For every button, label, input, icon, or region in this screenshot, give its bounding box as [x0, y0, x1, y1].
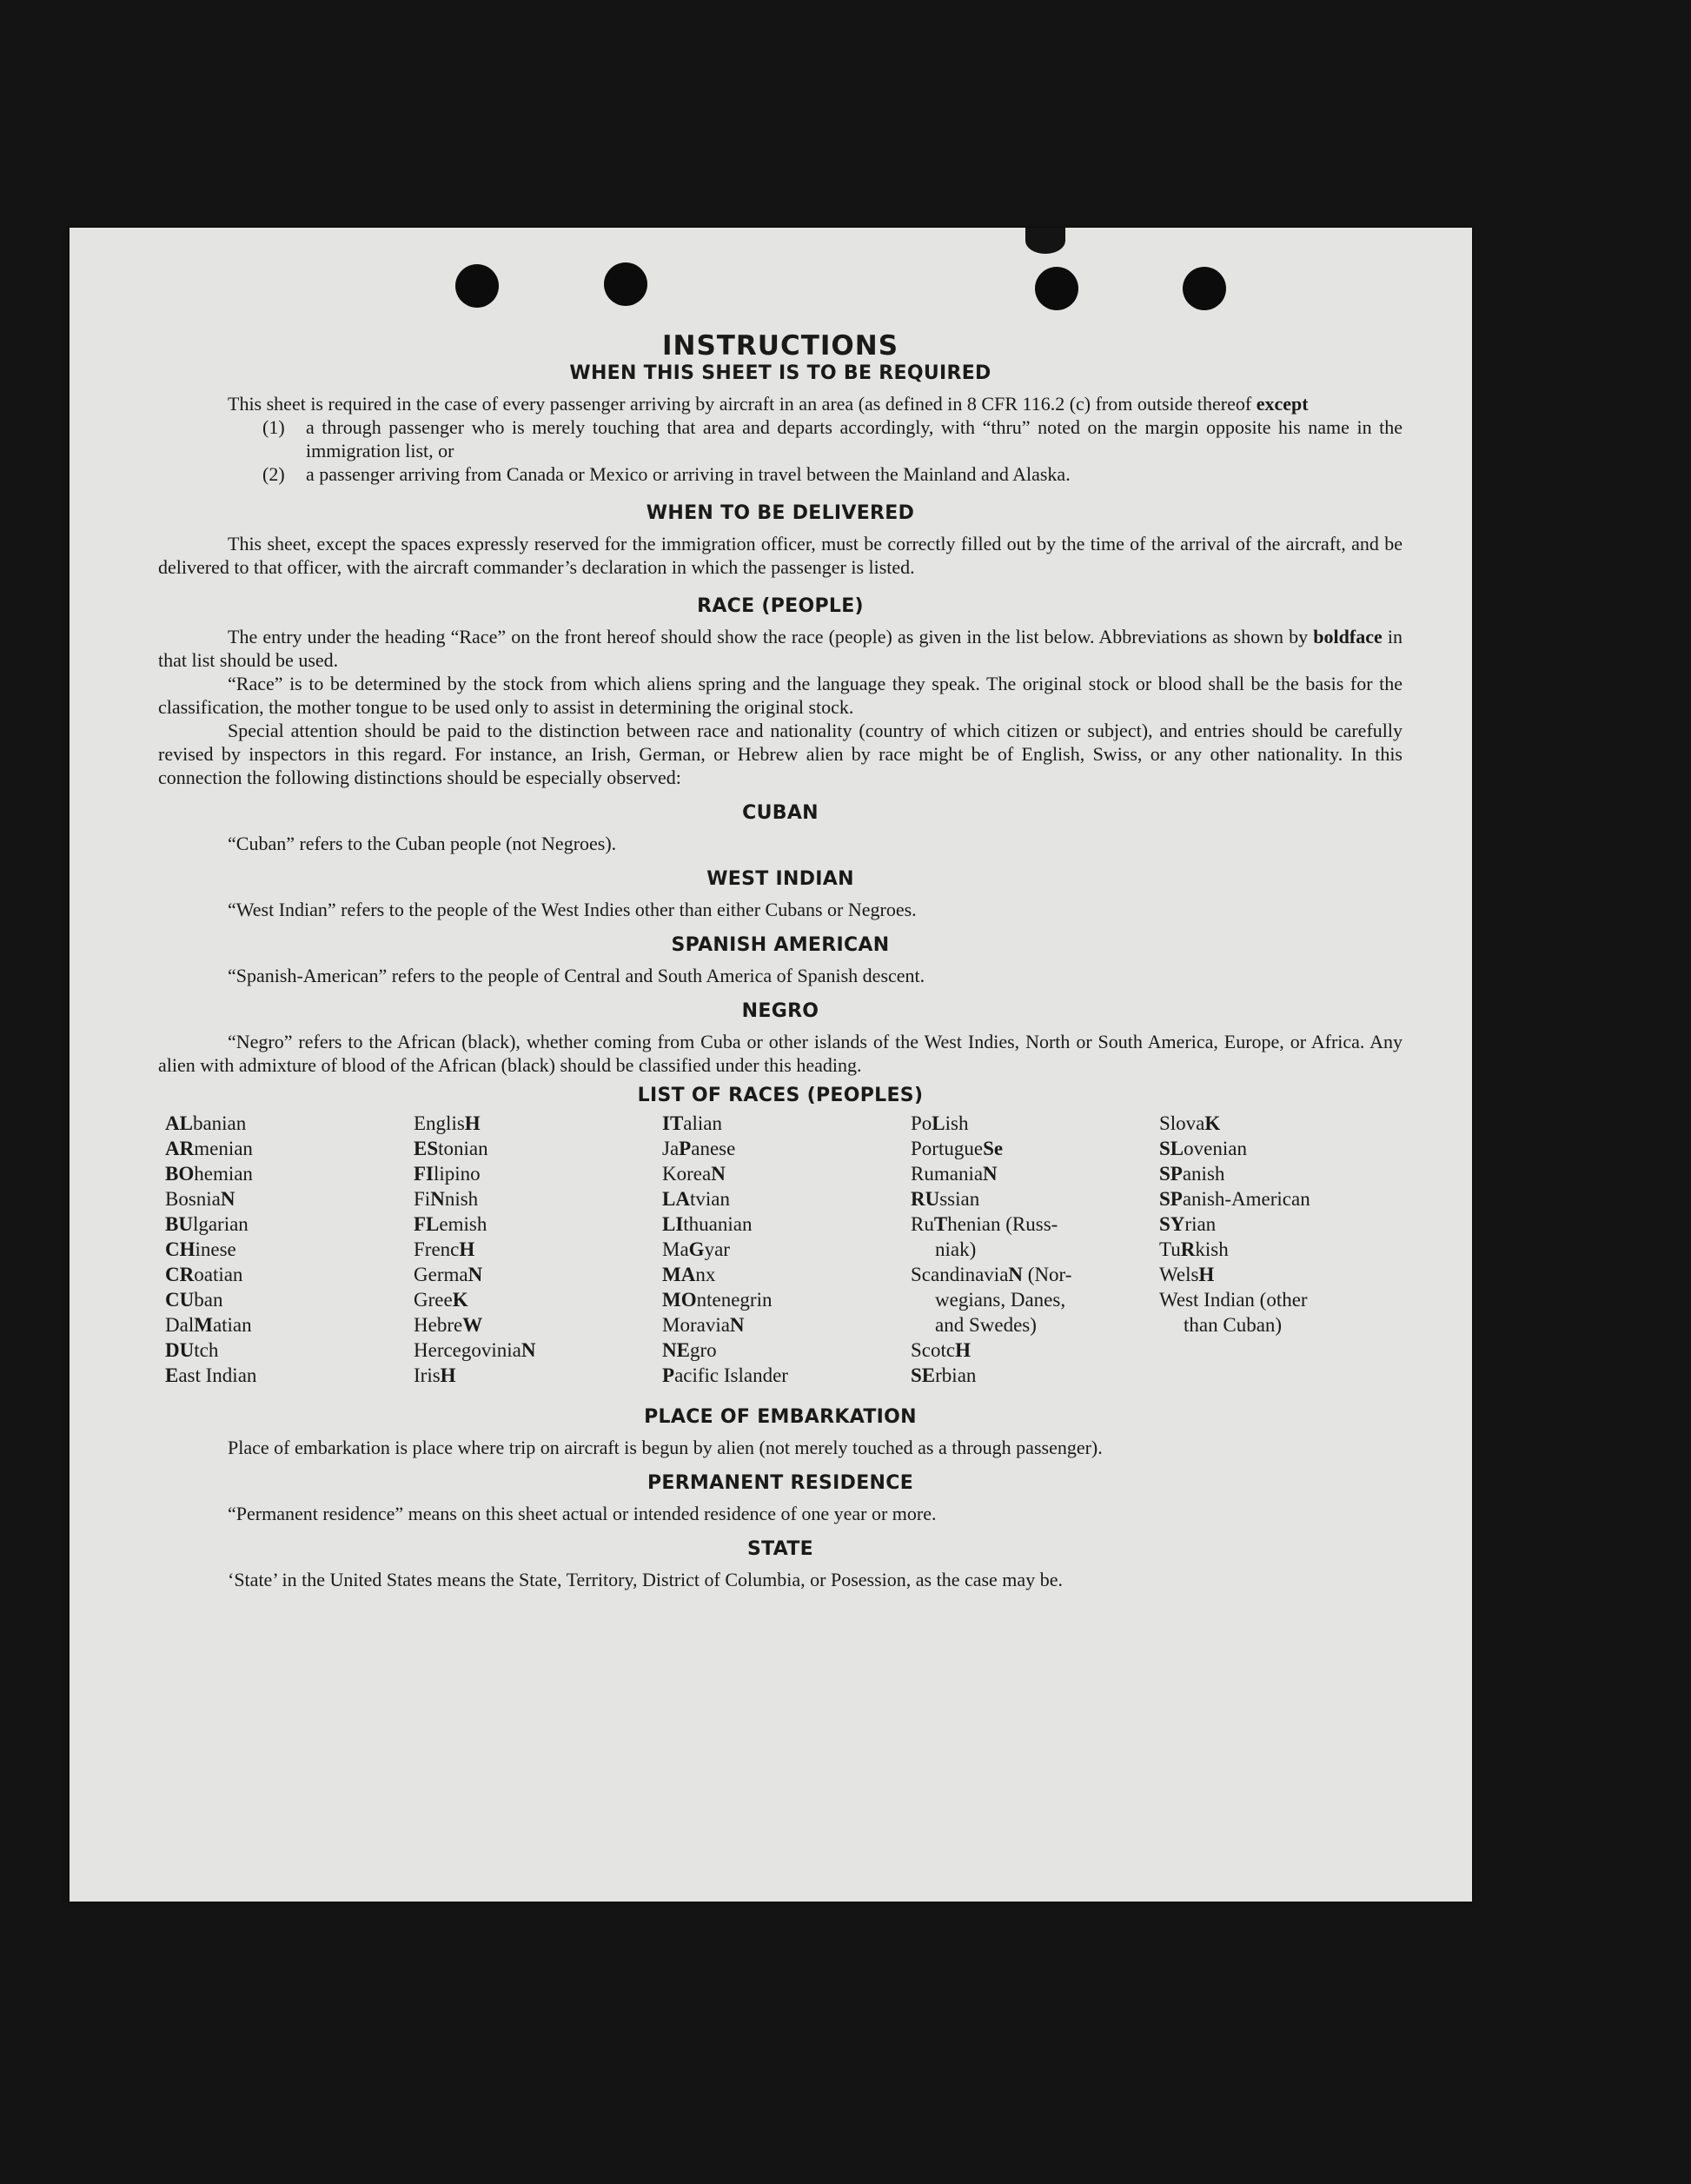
race-item — [1159, 1262, 1408, 1287]
race-item — [662, 1211, 911, 1237]
race-name-part: Bosnia — [165, 1188, 221, 1210]
race-paragraph-1 — [158, 625, 1403, 672]
race-name-part: SP — [1159, 1163, 1183, 1185]
race-name-part: acific Islander — [674, 1364, 788, 1386]
race-item — [911, 1211, 1159, 1262]
race-item — [165, 1338, 414, 1363]
heading-embarkation: PLACE OF EMBARKATION — [644, 1406, 917, 1428]
race-name-part: tch — [194, 1339, 219, 1361]
race-item — [165, 1363, 414, 1388]
race-name-part: M — [194, 1314, 213, 1336]
race-item — [662, 1287, 911, 1312]
race-name-part: P — [662, 1364, 675, 1386]
heading-negro: NEGRO — [741, 1000, 819, 1022]
race-name-continuation: wegians, Danes, — [935, 1289, 1066, 1311]
race-item — [414, 1262, 662, 1287]
race-name-part: anese — [691, 1138, 736, 1159]
race-item — [165, 1287, 414, 1312]
race-item — [414, 1338, 662, 1363]
race-name-part: N — [430, 1188, 445, 1210]
race-item — [911, 1161, 1159, 1186]
race-name-part: (Nor- — [1023, 1264, 1072, 1285]
race-item — [165, 1161, 414, 1186]
race-name-part: Germa — [414, 1264, 468, 1285]
race-name-part: DU — [165, 1339, 195, 1361]
race-name-part: Frenc — [414, 1238, 460, 1260]
race-name-part: alian — [683, 1112, 722, 1134]
race-name-part: K — [1204, 1112, 1221, 1134]
race-name-part: Gree — [414, 1289, 453, 1311]
exception-text: a through passenger who is merely touching that area and departs accordingly, with “thru” noted on the margin opposite his name in the immigration list, or — [306, 416, 1403, 461]
race-name-part: Portugue — [911, 1138, 984, 1159]
instructions-content — [158, 330, 1403, 1591]
race-name-part: Po — [911, 1112, 932, 1134]
race-name-part: thuanian — [683, 1213, 753, 1235]
race-item — [165, 1136, 414, 1161]
race-name-part: atian — [212, 1314, 252, 1336]
race-name-part: H — [459, 1238, 475, 1260]
race-name-continuation: than Cuban) — [1184, 1314, 1283, 1336]
race-name-part: yar — [704, 1238, 730, 1260]
exception-number: (1) — [262, 416, 285, 438]
race-name-part: Hercegovinia — [414, 1339, 521, 1361]
race-name-part: inese — [195, 1238, 236, 1260]
race-name-part: SL — [1159, 1138, 1184, 1159]
race-p1-tail: in that list should be used. — [158, 626, 1403, 671]
race-name-part: H — [464, 1112, 481, 1134]
race-item — [662, 1186, 911, 1211]
intro-bold-except: except — [1256, 393, 1309, 415]
race-item — [1159, 1287, 1408, 1338]
race-name-part: IT — [662, 1112, 684, 1134]
race-name-part: N — [711, 1163, 726, 1185]
exception-text: a passenger arriving from Canada or Mexico or arriving in travel between the Mainland and Alaska. — [306, 463, 1071, 485]
race-name-part: oatian — [194, 1264, 243, 1285]
race-name-part: Scandinavia — [911, 1264, 1009, 1285]
race-name-part: CH — [165, 1238, 196, 1260]
race-name-part: LI — [662, 1213, 684, 1235]
race-name-part: Hebre — [414, 1314, 463, 1336]
race-name-part: H — [1198, 1264, 1215, 1285]
race-name-part: N — [983, 1163, 998, 1185]
race-name-part: ntenegrin — [696, 1289, 773, 1311]
race-name-continuation: and Swedes) — [935, 1314, 1037, 1336]
race-paragraph-2: “Race” is to be determined by the stock from which aliens spring and the language they speak. The original stock or blood shall be the basis for the classification, the mother tongue to be used only to assist in determining the original stock. — [158, 673, 1403, 718]
race-name-part: rbian — [935, 1364, 977, 1386]
race-item — [165, 1111, 414, 1136]
race-name-part: T — [933, 1213, 948, 1235]
race-name-part: Fi — [414, 1188, 431, 1210]
race-name-part: menian — [194, 1138, 253, 1159]
race-name-part: Wels — [1159, 1264, 1199, 1285]
race-name-part: lgarian — [192, 1213, 249, 1235]
race-name-part: R — [1180, 1238, 1196, 1260]
race-name-part: emish — [439, 1213, 487, 1235]
race-item — [662, 1237, 911, 1262]
race-name-part: Dal — [165, 1314, 195, 1336]
embarkation-text: Place of embarkation is place where trip on aircraft is begun by alien (not merely touched as a through passenger). — [228, 1437, 1103, 1458]
race-name-part: Moravia — [662, 1314, 730, 1336]
race-name-part: Englis — [414, 1112, 465, 1134]
race-item — [414, 1136, 662, 1161]
race-name-part: MA — [662, 1264, 696, 1285]
race-p1-text: The entry under the heading “Race” on the front hereof should show the race (people) as given in the list below. Abbreviations as shown by — [228, 626, 1314, 647]
race-name-part: W — [462, 1314, 483, 1336]
race-name-part: SE — [911, 1364, 936, 1386]
race-name-part: tonian — [438, 1138, 488, 1159]
race-name-part: Ma — [662, 1238, 689, 1260]
negro-text: “Negro” refers to the African (black), whether coming from Cuba or other islands of the West Indies, North or South America, Europe, or Africa. Any alien with admixture of blood of the African (black) should be classified under this heading. — [158, 1031, 1403, 1076]
race-item — [911, 1136, 1159, 1161]
race-name-part: ovenian — [1184, 1138, 1247, 1159]
race-name-part: NE — [662, 1339, 690, 1361]
page-title: INSTRUCTIONS — [661, 330, 899, 362]
west-indian-text: “West Indian” refers to the people of the West Indies other than either Cubans or Negroes. — [228, 899, 917, 920]
race-name-part: AL — [165, 1112, 193, 1134]
race-item — [165, 1262, 414, 1287]
race-item — [414, 1287, 662, 1312]
race-name-part: ast Indian — [178, 1364, 257, 1386]
race-item — [1159, 1211, 1408, 1237]
when-delivered-text: This sheet, except the spaces expressly reserved for the immigration officer, must be correctly filled out by the time of the arrival of the aircraft, and be delivered to that officer, with the aircraft commander’s declaration in which the passenger is listed. — [158, 533, 1403, 578]
race-name-part: ish — [945, 1112, 969, 1134]
race-name-part: henian (Russ- — [947, 1213, 1058, 1235]
race-name-part: Slova — [1159, 1112, 1205, 1134]
when-required-intro — [158, 392, 1403, 415]
race-name-part: West Indian (other — [1159, 1289, 1308, 1311]
race-name-part: N — [521, 1339, 536, 1361]
punch-hole-1 — [455, 264, 499, 308]
races-list — [165, 1111, 1403, 1388]
race-name-part: Iris — [414, 1364, 441, 1386]
race-name-part: G — [688, 1238, 705, 1260]
race-name-part: Tu — [1159, 1238, 1181, 1260]
race-name-part: ES — [414, 1138, 439, 1159]
exception-number: (2) — [262, 463, 285, 485]
race-item — [165, 1237, 414, 1262]
race-name-part: RU — [911, 1188, 940, 1210]
heading-when-required: WHEN THIS SHEET IS TO BE REQUIRED — [569, 362, 991, 384]
race-name-part: AR — [165, 1138, 195, 1159]
punch-hole-3 — [1035, 267, 1078, 310]
race-name-part: FI — [414, 1163, 434, 1185]
heading-when-delivered: WHEN TO BE DELIVERED — [646, 502, 915, 524]
race-item — [911, 1338, 1159, 1363]
race-name-part: lipino — [434, 1163, 481, 1185]
race-column — [911, 1111, 1159, 1388]
race-name-part: nx — [695, 1264, 716, 1285]
race-p1-bold: boldface — [1313, 626, 1383, 647]
race-name-part: Korea — [662, 1163, 712, 1185]
heading-spanish-american: SPANISH AMERICAN — [671, 934, 890, 956]
race-item — [911, 1363, 1159, 1388]
race-item — [414, 1161, 662, 1186]
race-name-part: L — [932, 1112, 945, 1134]
race-item — [662, 1111, 911, 1136]
heading-race: RACE (PEOPLE) — [697, 595, 864, 617]
race-name-part: anish — [1182, 1163, 1225, 1185]
race-name-part: BU — [165, 1213, 193, 1235]
race-name-part: Se — [983, 1138, 1004, 1159]
heading-cuban: CUBAN — [742, 802, 819, 824]
race-item — [414, 1312, 662, 1338]
race-name-part: ssian — [939, 1188, 980, 1210]
race-name-part: H — [440, 1364, 456, 1386]
race-name-part: Ru — [911, 1213, 934, 1235]
race-name-part: FL — [414, 1213, 440, 1235]
race-item — [662, 1312, 911, 1338]
race-item — [165, 1312, 414, 1338]
race-item — [1159, 1186, 1408, 1211]
punch-hole-2 — [604, 262, 647, 306]
race-item — [662, 1136, 911, 1161]
race-item — [1159, 1111, 1408, 1136]
race-name-part: CU — [165, 1289, 195, 1311]
race-column — [414, 1111, 662, 1388]
race-name-part: H — [955, 1339, 971, 1361]
race-column — [1159, 1111, 1408, 1388]
race-item — [414, 1237, 662, 1262]
race-item — [1159, 1161, 1408, 1186]
race-name-part: Rumania — [911, 1163, 984, 1185]
race-name-part: SP — [1159, 1188, 1183, 1210]
race-name-part: ban — [194, 1289, 223, 1311]
race-item — [911, 1186, 1159, 1211]
race-item — [662, 1363, 911, 1388]
race-name-continuation: niak) — [935, 1238, 977, 1260]
residence-text: “Permanent residence” means on this sheet actual or intended residence of one year or more. — [228, 1503, 937, 1524]
spanish-american-text: “Spanish-American” refers to the people of Central and South America of Spanish descent. — [228, 965, 925, 986]
heading-list-of-races: LIST OF RACES (PEOPLES) — [637, 1085, 924, 1106]
race-item — [165, 1211, 414, 1237]
race-name-part: BO — [165, 1163, 195, 1185]
race-name-part: CR — [165, 1264, 195, 1285]
heading-state: STATE — [747, 1538, 813, 1560]
race-name-part: N — [1008, 1264, 1024, 1285]
race-name-part: tvian — [689, 1188, 730, 1210]
race-item — [911, 1111, 1159, 1136]
race-name-part: K — [452, 1289, 468, 1311]
race-item — [414, 1186, 662, 1211]
race-name-part: nish — [444, 1188, 479, 1210]
race-item — [165, 1186, 414, 1211]
race-name-part: banian — [192, 1112, 247, 1134]
race-name-part: kish — [1195, 1238, 1229, 1260]
race-name-part: anish-American — [1182, 1188, 1310, 1210]
race-item — [662, 1262, 911, 1287]
intro-text: This sheet is required in the case of every passenger arriving by aircraft in an area (as defined in 8 CFR 116.2 (c) from outside thereof — [228, 393, 1257, 415]
race-name-part: E — [165, 1364, 179, 1386]
race-item — [662, 1161, 911, 1186]
heading-west-indian: WEST INDIAN — [706, 868, 854, 890]
race-name-part: Ja — [662, 1138, 680, 1159]
race-name-part: LA — [662, 1188, 690, 1210]
race-name-part: P — [679, 1138, 692, 1159]
punch-hole-4 — [1183, 267, 1226, 310]
race-item — [911, 1262, 1159, 1338]
race-name-part: rian — [1184, 1213, 1217, 1235]
race-paragraph-3: Special attention should be paid to the distinction between race and nationality (country of which citizen or subject), and entries should be carefully revised by inspectors in this regard. For instance, an Irish, German, or Hebrew alien by race might be of English, Swiss, or any other nationality. In this connection the following distinctions should be especially observed: — [158, 720, 1403, 788]
race-item — [414, 1211, 662, 1237]
race-item — [414, 1363, 662, 1388]
race-name-part: hemian — [194, 1163, 253, 1185]
race-name-part: SY — [1159, 1213, 1185, 1235]
race-name-part: gro — [689, 1339, 717, 1361]
race-item — [1159, 1237, 1408, 1262]
cuban-text: “Cuban” refers to the Cuban people (not Negroes). — [228, 833, 617, 854]
race-name-part: Scotc — [911, 1339, 956, 1361]
race-name-part: N — [220, 1188, 235, 1210]
sheet-notch — [1025, 228, 1065, 254]
heading-residence: PERMANENT RESIDENCE — [647, 1472, 914, 1494]
exception-item — [262, 462, 1403, 486]
race-column — [165, 1111, 414, 1388]
race-name-part: N — [729, 1314, 745, 1336]
race-item — [414, 1111, 662, 1136]
race-column — [662, 1111, 911, 1388]
race-name-part: N — [468, 1264, 483, 1285]
race-item — [1159, 1136, 1408, 1161]
exceptions-list — [262, 415, 1403, 486]
race-name-part: MO — [662, 1289, 697, 1311]
race-item — [662, 1338, 911, 1363]
exception-item — [262, 415, 1403, 462]
state-text: ‘State’ in the United States means the State, Territory, District of Columbia, or Posession, as the case may be. — [228, 1569, 1063, 1590]
